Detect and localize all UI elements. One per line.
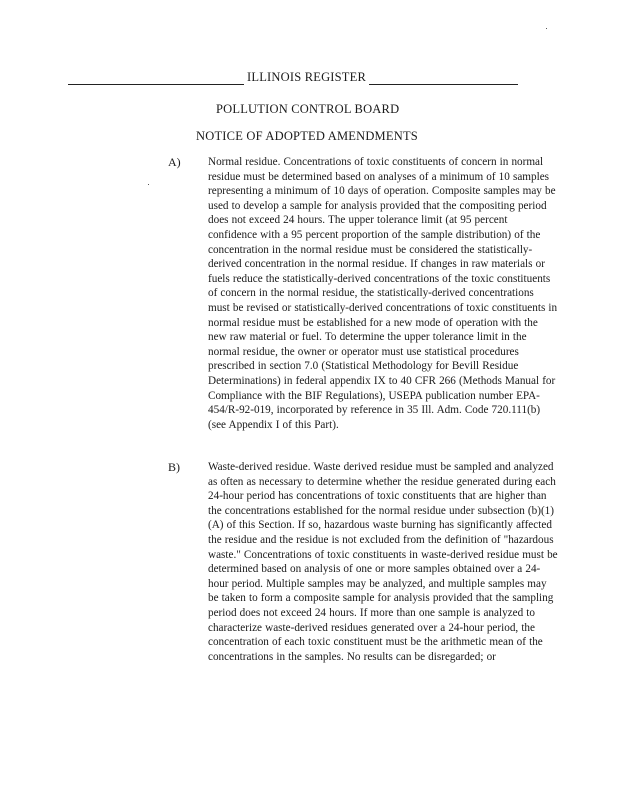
- subsection-b-text: Waste-derived residue. Waste derived residue must be sampled and analyzed as often as necessary to determine whether the residue generated during each 24-hour period has concentrations of toxic constituents that are higher than the concentrations established for the normal residue under subsection (b)(1)(A) of this Section. If so, hazardous waste burning has significantly affected the residue and the residue is not excluded from the definition of "hazardous waste." Concentrations of toxic constituents in waste-derived residue must be determined based on analysis of one or more samples obtained over a 24-hour period. Multiple samples may be analyzed, and multiple samples may be taken to form a composite sample for analysis provided that the sampling period does not exceed 24 hours. If more than one sample is analyzed to characterize waste-derived residues generated over a 24-hour period, the concentration of each toxic constituent must be the arithmetic mean of the concentrations in the samples. No results can be disregarded; or: [208, 461, 558, 663]
- notice-title: NOTICE OF ADOPTED AMENDMENTS: [196, 129, 418, 143]
- scan-speck: [148, 184, 149, 185]
- subsection-a-text: Normal residue. Concentrations of toxic constituents of concern in normal residue must be determined based on analyses of a minimum of 10 samples representing a minimum of 10 days of operation. Composite samples may be used to develop a sample for analysis provided that the compositing period does not exceed 24 hours. The upper tolerance limit (at 95 percent confidence with a 95 percent proportion of the sample distribution) of the concentration in the normal residue must be considered the statistically-derived concentration in the normal residue. If changes in raw materials or fuels reduce the statistically-derived concentrations of the toxic constituents of concern in the normal residue, the statistically-derived concentrations must be revised or statistically-derived concentrations of toxic constituents in normal residue must be established for a new mode of operation with the new raw material or fuel. To determine the upper tolerance limit in the normal residue, the owner or operator must use statistical procedures prescribed in section 7.0 (Statistical Methodology for Bevill Residue Determinations) in federal appendix IX to 40 CFR 266 (Methods Manual for Compliance with the BIF Regulations), USEPA publication number EPA-454/R-92-019, incorporated by reference in 35 Ill. Adm. Code 720.111(b) (see Appendix I of this Part).: [208, 156, 558, 431]
- subsection-a-label: A): [168, 155, 181, 169]
- scan-speck: [546, 28, 547, 29]
- register-title: ILLINOIS REGISTER: [244, 70, 369, 85]
- agency-title: POLLUTION CONTROL BOARD: [216, 102, 400, 116]
- subsection-b-label: B): [168, 460, 180, 474]
